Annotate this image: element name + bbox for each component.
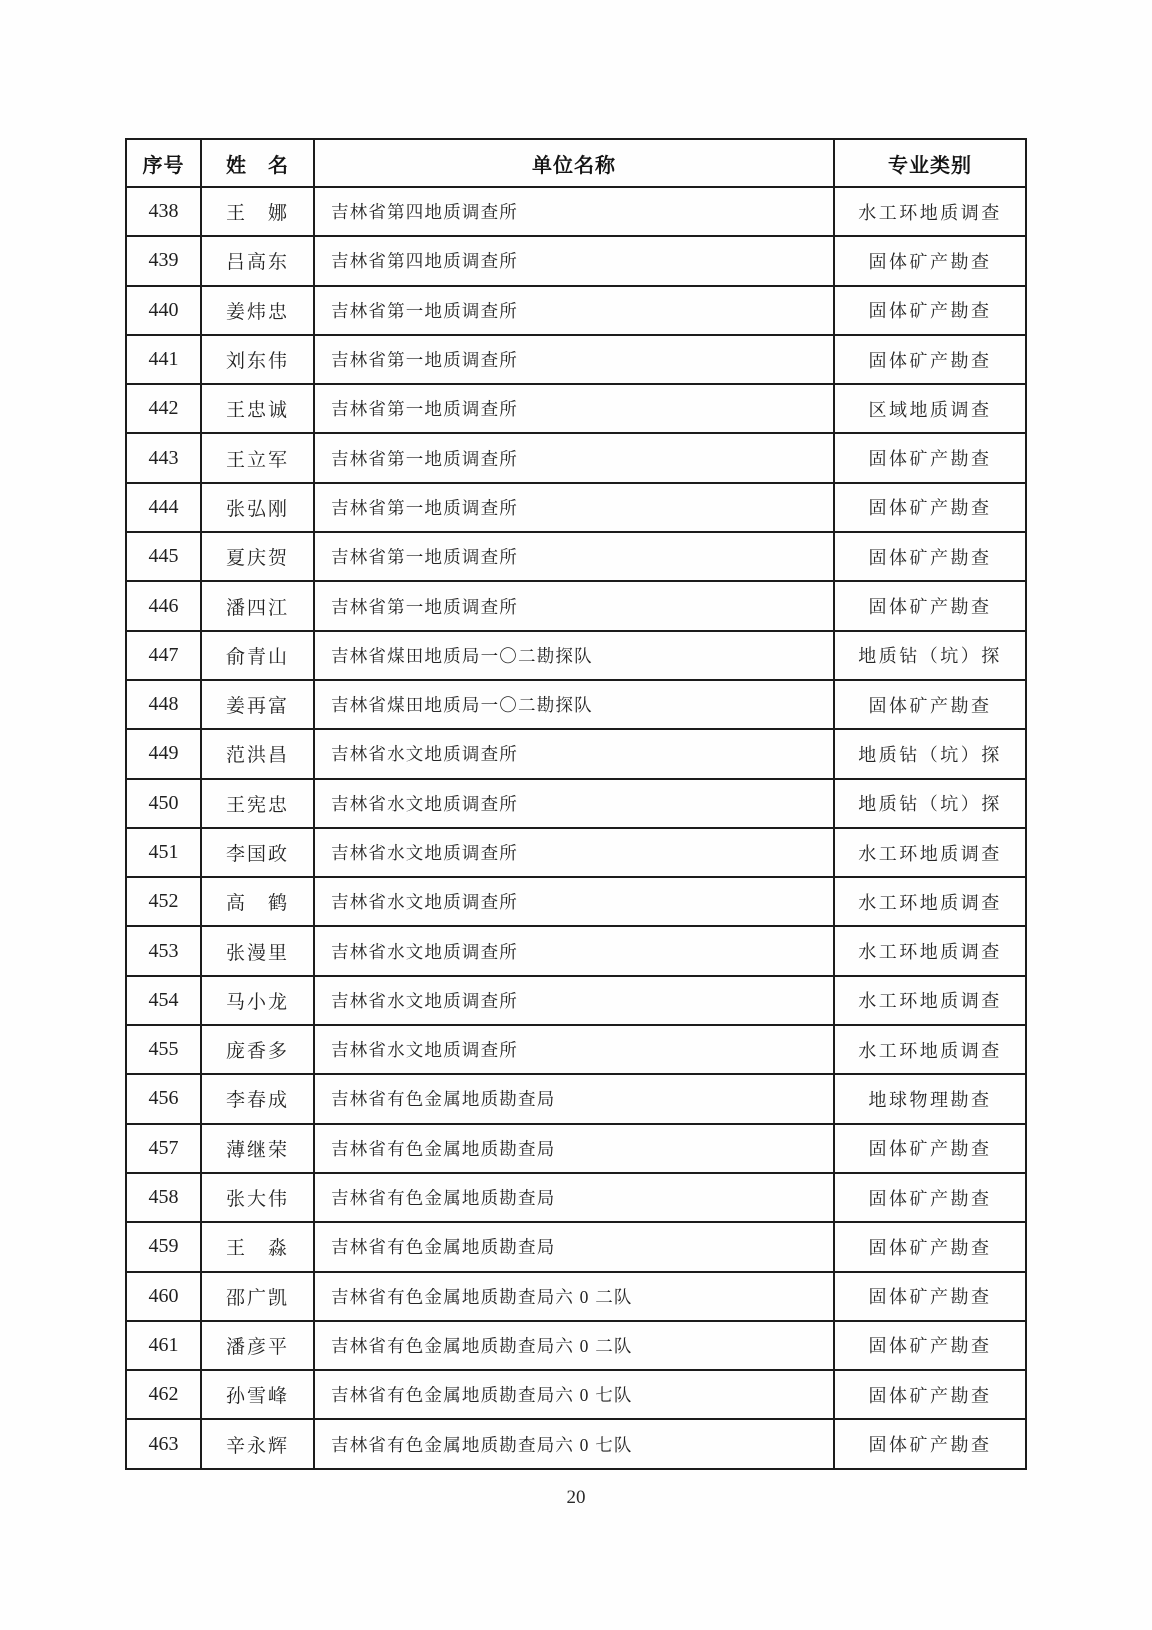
cell-category: 固体矿产勘查 [834, 433, 1026, 482]
cell-name: 李春成 [201, 1074, 314, 1123]
cell-serial: 452 [126, 877, 201, 926]
cell-name: 李国政 [201, 828, 314, 877]
table-row [126, 581, 1026, 630]
table-row [126, 1370, 1026, 1419]
cell-name: 吕高东 [201, 236, 314, 285]
cell-unit: 吉林省第四地质调查所 [314, 187, 834, 236]
cell-name: 姜再富 [201, 680, 314, 729]
cell-name: 王 娜 [201, 187, 314, 236]
table-body [126, 187, 1026, 1469]
cell-unit: 吉林省有色金属地质勘查局 [314, 1173, 834, 1222]
cell-serial: 445 [126, 532, 201, 581]
cell-category: 水工环地质调查 [834, 828, 1026, 877]
cell-unit: 吉林省水文地质调查所 [314, 779, 834, 828]
table-row [126, 532, 1026, 581]
table-row [126, 1074, 1026, 1123]
cell-unit: 吉林省煤田地质局一〇二勘探队 [314, 631, 834, 680]
cell-category: 固体矿产勘查 [834, 236, 1026, 285]
cell-unit: 吉林省第四地质调查所 [314, 236, 834, 285]
cell-serial: 459 [126, 1222, 201, 1271]
cell-serial: 463 [126, 1419, 201, 1468]
cell-category: 固体矿产勘查 [834, 483, 1026, 532]
table-row [126, 286, 1026, 335]
cell-name: 姜炜忠 [201, 286, 314, 335]
table-row [126, 1419, 1026, 1468]
table-row [126, 1321, 1026, 1370]
cell-serial: 446 [126, 581, 201, 630]
cell-name: 王立军 [201, 433, 314, 482]
cell-unit: 吉林省第一地质调查所 [314, 384, 834, 433]
cell-category: 水工环地质调查 [834, 976, 1026, 1025]
cell-unit: 吉林省水文地质调查所 [314, 729, 834, 778]
cell-name: 高 鹤 [201, 877, 314, 926]
cell-name: 庞香多 [201, 1025, 314, 1074]
cell-name: 潘四江 [201, 581, 314, 630]
cell-unit: 吉林省有色金属地质勘查局 [314, 1222, 834, 1271]
cell-name: 潘彦平 [201, 1321, 314, 1370]
cell-unit: 吉林省第一地质调查所 [314, 433, 834, 482]
column-header-category: 专业类别 [834, 139, 1026, 187]
cell-serial: 458 [126, 1173, 201, 1222]
cell-name: 孙雪峰 [201, 1370, 314, 1419]
cell-serial: 462 [126, 1370, 201, 1419]
cell-name: 马小龙 [201, 976, 314, 1025]
cell-serial: 443 [126, 433, 201, 482]
table-row [126, 1025, 1026, 1074]
cell-name: 范洪昌 [201, 729, 314, 778]
cell-serial: 439 [126, 236, 201, 285]
cell-category: 固体矿产勘查 [834, 581, 1026, 630]
cell-serial: 442 [126, 384, 201, 433]
table-row [126, 1272, 1026, 1321]
cell-category: 地球物理勘查 [834, 1074, 1026, 1123]
cell-category: 固体矿产勘查 [834, 1222, 1026, 1271]
cell-category: 地质钻（坑）探 [834, 631, 1026, 680]
cell-category: 固体矿产勘查 [834, 1272, 1026, 1321]
cell-serial: 451 [126, 828, 201, 877]
table-row [126, 433, 1026, 482]
header-row [126, 139, 1026, 187]
cell-unit: 吉林省水文地质调查所 [314, 877, 834, 926]
cell-serial: 449 [126, 729, 201, 778]
cell-unit: 吉林省第一地质调查所 [314, 286, 834, 335]
roster-table [125, 138, 1027, 1470]
cell-unit: 吉林省第一地质调查所 [314, 335, 834, 384]
cell-unit: 吉林省第一地质调查所 [314, 532, 834, 581]
column-header-serial: 序号 [126, 139, 201, 187]
table-row [126, 1173, 1026, 1222]
column-header-name: 姓 名 [201, 139, 314, 187]
cell-category: 地质钻（坑）探 [834, 729, 1026, 778]
cell-unit: 吉林省有色金属地质勘查局六 0 二队 [314, 1272, 834, 1321]
cell-category: 固体矿产勘查 [834, 1321, 1026, 1370]
cell-name: 王忠诚 [201, 384, 314, 433]
cell-name: 张弘刚 [201, 483, 314, 532]
cell-serial: 450 [126, 779, 201, 828]
cell-serial: 444 [126, 483, 201, 532]
cell-category: 水工环地质调查 [834, 1025, 1026, 1074]
cell-name: 辛永辉 [201, 1419, 314, 1468]
table-row [126, 877, 1026, 926]
cell-serial: 460 [126, 1272, 201, 1321]
cell-name: 邵广凯 [201, 1272, 314, 1321]
table-row [126, 828, 1026, 877]
cell-serial: 440 [126, 286, 201, 335]
cell-unit: 吉林省有色金属地质勘查局 [314, 1124, 834, 1173]
cell-unit: 吉林省水文地质调查所 [314, 926, 834, 975]
cell-unit: 吉林省有色金属地质勘查局六 0 二队 [314, 1321, 834, 1370]
cell-category: 固体矿产勘查 [834, 1124, 1026, 1173]
cell-unit: 吉林省有色金属地质勘查局六 0 七队 [314, 1370, 834, 1419]
cell-serial: 448 [126, 680, 201, 729]
cell-unit: 吉林省水文地质调查所 [314, 828, 834, 877]
cell-unit: 吉林省水文地质调查所 [314, 1025, 834, 1074]
cell-name: 夏庆贺 [201, 532, 314, 581]
cell-unit: 吉林省第一地质调查所 [314, 581, 834, 630]
table-row [126, 483, 1026, 532]
table-row [126, 926, 1026, 975]
cell-unit: 吉林省第一地质调查所 [314, 483, 834, 532]
cell-name: 张漫里 [201, 926, 314, 975]
page-number: 20 [566, 1487, 586, 1508]
cell-unit: 吉林省煤田地质局一〇二勘探队 [314, 680, 834, 729]
table-row [126, 236, 1026, 285]
table-row [126, 1222, 1026, 1271]
cell-name: 王宪忠 [201, 779, 314, 828]
cell-category: 固体矿产勘查 [834, 680, 1026, 729]
cell-unit: 吉林省水文地质调查所 [314, 976, 834, 1025]
table-row [126, 187, 1026, 236]
cell-serial: 456 [126, 1074, 201, 1123]
cell-serial: 461 [126, 1321, 201, 1370]
cell-category: 固体矿产勘查 [834, 1173, 1026, 1222]
cell-serial: 438 [126, 187, 201, 236]
table-row [126, 384, 1026, 433]
cell-category: 区域地质调查 [834, 384, 1026, 433]
cell-serial: 447 [126, 631, 201, 680]
cell-category: 地质钻（坑）探 [834, 779, 1026, 828]
cell-category: 固体矿产勘查 [834, 335, 1026, 384]
cell-category: 固体矿产勘查 [834, 1370, 1026, 1419]
cell-category: 水工环地质调查 [834, 187, 1026, 236]
cell-serial: 454 [126, 976, 201, 1025]
table-row [126, 335, 1026, 384]
table-row [126, 729, 1026, 778]
cell-name: 王 淼 [201, 1222, 314, 1271]
cell-unit: 吉林省有色金属地质勘查局 [314, 1074, 834, 1123]
table-row [126, 976, 1026, 1025]
cell-category: 固体矿产勘查 [834, 532, 1026, 581]
table-row [126, 631, 1026, 680]
cell-unit: 吉林省有色金属地质勘查局六 0 七队 [314, 1419, 834, 1468]
column-header-unit: 单位名称 [314, 139, 834, 187]
cell-name: 俞青山 [201, 631, 314, 680]
cell-name: 刘东伟 [201, 335, 314, 384]
cell-name: 薄继荣 [201, 1124, 314, 1173]
cell-serial: 457 [126, 1124, 201, 1173]
cell-category: 水工环地质调查 [834, 877, 1026, 926]
cell-serial: 441 [126, 335, 201, 384]
cell-category: 固体矿产勘查 [834, 1419, 1026, 1468]
cell-serial: 453 [126, 926, 201, 975]
table-row [126, 1124, 1026, 1173]
table-row [126, 680, 1026, 729]
cell-name: 张大伟 [201, 1173, 314, 1222]
cell-serial: 455 [126, 1025, 201, 1074]
cell-category: 固体矿产勘查 [834, 286, 1026, 335]
cell-category: 水工环地质调查 [834, 926, 1026, 975]
table-row [126, 779, 1026, 828]
